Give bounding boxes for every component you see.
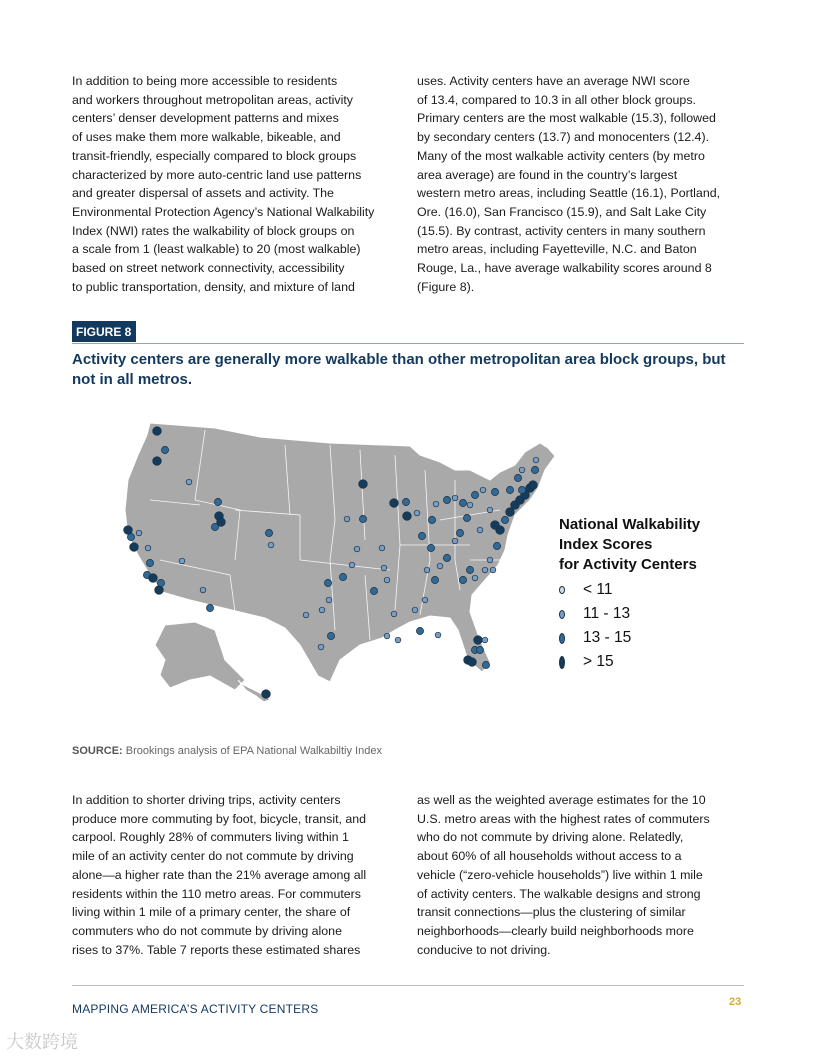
legend-swatch — [559, 633, 575, 644]
activity-center-marker — [443, 496, 450, 503]
activity-center-marker — [482, 637, 488, 643]
activity-center-marker — [422, 597, 428, 603]
text-line: based on street network connectivity, accessibility — [72, 261, 345, 276]
activity-center-marker — [433, 501, 439, 507]
text-line: mile of an activity center do not commute by driving — [72, 849, 354, 864]
figure-source — [72, 745, 382, 757]
legend-swatch — [559, 586, 575, 594]
activity-center-marker — [354, 546, 360, 552]
activity-center-marker — [214, 498, 221, 505]
text-line: transit-friendly, especially compared to block groups — [72, 148, 357, 163]
activity-center-marker — [326, 597, 332, 603]
legend-swatch — [559, 610, 575, 619]
activity-center-marker — [487, 557, 493, 563]
page-number: 23 — [729, 996, 742, 1008]
activity-center-marker — [395, 637, 401, 643]
activity-center-marker — [390, 499, 399, 508]
text-line: carpool. Roughly 28% of commuters living within 1 — [72, 830, 349, 845]
text-line: Many of the most walkable activity centers (by metro — [417, 148, 705, 163]
activity-center-marker — [155, 586, 164, 595]
activity-center-marker — [186, 479, 192, 485]
activity-center-marker — [468, 658, 477, 667]
activity-center-marker — [318, 644, 324, 650]
legend-title — [559, 515, 739, 575]
activity-center-marker — [179, 558, 185, 564]
activity-center-marker — [149, 574, 158, 583]
circle-marker-icon — [559, 586, 565, 594]
body-bottom-right — [417, 791, 710, 959]
alaska-shape — [155, 622, 245, 690]
activity-center-marker — [474, 636, 483, 645]
activity-center-marker — [466, 566, 473, 573]
activity-center-marker — [265, 529, 272, 536]
legend-title-line: Index Scores — [559, 536, 653, 553]
activity-center-marker — [153, 457, 162, 466]
activity-center-marker — [477, 527, 483, 533]
body-bottom-left — [72, 791, 366, 959]
text-line: alone—a higher rate than the 21% average among all — [72, 867, 367, 882]
activity-center-marker — [416, 627, 423, 634]
body-top-right — [417, 72, 720, 296]
text-line: metro areas, including Fayetteville, N.C. and Baton — [417, 242, 697, 257]
circle-marker-icon — [559, 610, 565, 619]
activity-center-marker — [359, 480, 368, 489]
text-line: residents within the 110 metro areas. For commuters — [72, 886, 362, 901]
activity-center-marker — [491, 521, 500, 530]
text-line: of activity centers. The walkable designs and strong — [417, 886, 701, 901]
source-label: SOURCE: — [72, 745, 123, 757]
circle-marker-icon — [559, 633, 565, 644]
text-line: transit connections—plus the clustering of similar — [417, 905, 686, 920]
activity-center-marker — [200, 587, 206, 593]
text-line: Ore. (16.0), San Francisco (15.9), and Salt Lake City — [417, 204, 707, 219]
legend-label: 13 - 15 — [583, 629, 632, 646]
text-line: and workers throughout metropolitan areas, activity — [72, 92, 353, 107]
activity-center-marker — [327, 632, 334, 639]
activity-center-marker — [467, 502, 473, 508]
activity-center-marker — [456, 529, 463, 536]
activity-center-marker — [424, 567, 430, 573]
activity-center-marker — [482, 661, 489, 668]
text-line: In addition to being more accessible to residents — [72, 74, 338, 88]
activity-center-marker — [370, 587, 377, 594]
text-line: by secondary centers (13.7) and monocenters (12.4). — [417, 130, 710, 145]
text-line: rises to 37%. Table 7 reports these estimated shares — [72, 942, 361, 957]
activity-center-marker — [127, 533, 134, 540]
activity-center-marker — [145, 545, 151, 551]
text-line: vehicle (“zero-vehicle households”) live within 1 mile — [417, 867, 703, 882]
footer-divider — [72, 985, 744, 986]
activity-center-marker — [428, 516, 435, 523]
activity-center-marker — [381, 565, 387, 571]
legend-label: < 11 — [583, 581, 613, 598]
text-line: living within 1 mile of a primary center, the share of — [72, 905, 351, 920]
activity-center-marker — [501, 516, 508, 523]
legend-label: > 15 — [583, 653, 614, 670]
text-line: western metro areas, including Seattle (16.1), Portland, — [417, 186, 721, 201]
text-line: produce more commuting by foot, bicycle, transit, and — [72, 811, 367, 826]
activity-center-marker — [493, 542, 500, 549]
activity-center-marker — [412, 607, 418, 613]
activity-center-marker — [518, 486, 525, 493]
legend-title-line: National Walkability — [559, 516, 701, 533]
map-legend — [559, 515, 739, 674]
activity-center-marker — [519, 467, 525, 473]
legend-item — [559, 578, 739, 602]
activity-center-marker — [452, 495, 458, 501]
activity-center-marker — [403, 512, 412, 521]
watermark: 大数跨境 — [6, 1032, 78, 1052]
activity-center-marker — [443, 554, 450, 561]
text-line: U.S. metro areas with the highest rates of commuters — [417, 811, 710, 826]
activity-center-marker — [402, 498, 409, 505]
activity-center-marker — [506, 486, 513, 493]
text-line: centers’ denser development patterns and mixes — [72, 111, 339, 126]
activity-center-marker — [435, 632, 441, 638]
activity-center-marker — [472, 575, 478, 581]
text-line: of 13.4, compared to 10.3 in all other block groups. — [417, 92, 696, 107]
activity-center-marker — [124, 526, 133, 535]
activity-center-marker — [130, 543, 139, 552]
activity-center-marker — [136, 530, 142, 536]
source-text: Brookings analysis of EPA National Walkabiltiy Index — [122, 745, 382, 757]
activity-center-marker — [349, 562, 355, 568]
activity-center-marker — [359, 515, 366, 522]
activity-center-marker — [344, 516, 350, 522]
activity-center-marker — [463, 514, 470, 521]
activity-center-marker — [268, 542, 274, 548]
activity-center-marker — [431, 576, 438, 583]
text-line: area average) are found in the country’s largest — [417, 167, 678, 182]
activity-center-marker — [262, 690, 271, 699]
text-line: neighborhoods—clearly build neighborhoods more — [417, 923, 694, 938]
activity-center-marker — [529, 481, 538, 490]
figure-title: Activity centers are generally more walkable than other metropolitan area block groups, but not in all metros. — [72, 351, 726, 388]
activity-center-marker — [476, 646, 483, 653]
legend-item — [559, 626, 739, 650]
footer-title: MAPPING AMERICA’S ACTIVITY CENTERS — [72, 1002, 319, 1016]
activity-center-marker — [514, 474, 521, 481]
activity-center-marker — [211, 523, 218, 530]
text-line: Index (NWI) rates the walkability of block groups on — [72, 223, 355, 238]
text-line: commuters who do not commute by driving alone — [72, 923, 342, 938]
us-walkability-map — [110, 410, 570, 710]
text-line: characterized by more auto-centric land use patterns — [72, 167, 362, 182]
activity-center-marker — [487, 507, 493, 513]
text-line: conducive to not driving. — [417, 942, 551, 957]
activity-center-marker — [384, 577, 390, 583]
activity-center-marker — [459, 576, 466, 583]
activity-center-marker — [206, 604, 213, 611]
activity-center-marker — [471, 491, 478, 498]
text-line: of uses make them more walkable, bikeable, and — [72, 130, 341, 145]
activity-center-marker — [414, 510, 420, 516]
text-line: Environmental Protection Agency’s National Walkability — [72, 204, 375, 219]
activity-center-marker — [153, 427, 162, 436]
text-line: as well as the weighted average estimates for the 10 — [417, 793, 706, 807]
text-line: Rouge, La., have average walkability scores around 8 — [417, 261, 712, 276]
legend-title-line: for Activity Centers — [559, 556, 697, 573]
activity-center-marker — [491, 488, 498, 495]
body-top-left — [72, 72, 374, 296]
figure-divider — [72, 343, 744, 344]
activity-center-marker — [437, 563, 443, 569]
activity-center-marker — [531, 466, 538, 473]
text-line: Primary centers are the most walkable (15.3), followed — [417, 111, 716, 126]
text-line: a scale from 1 (least walkable) to 20 (most walkable) — [72, 242, 361, 257]
activity-center-marker — [384, 633, 390, 639]
activity-center-marker — [480, 487, 486, 493]
activity-center-marker — [482, 567, 488, 573]
legend-label: 11 - 13 — [583, 605, 631, 622]
legend-swatch — [559, 656, 575, 669]
activity-center-marker — [379, 545, 385, 551]
activity-center-marker — [303, 612, 309, 618]
activity-center-marker — [146, 559, 153, 566]
text-line: (Figure 8). — [417, 279, 475, 294]
activity-center-marker — [459, 499, 466, 506]
text-line: In addition to shorter driving trips, activity centers — [72, 793, 341, 807]
circle-marker-icon — [559, 656, 565, 669]
text-line: (15.5). By contrast, activity centers in many southern — [417, 223, 706, 238]
text-line: who do not commute by driving alone. Relatedly, — [417, 830, 684, 845]
activity-center-marker — [391, 611, 397, 617]
legend-item — [559, 602, 739, 626]
activity-center-marker — [418, 532, 425, 539]
text-line: and greater dispersal of assets and activity. The — [72, 186, 334, 201]
text-line: about 60% of all households without access to a — [417, 849, 682, 864]
text-line: uses. Activity centers have an average NWI score — [417, 74, 690, 88]
activity-center-marker — [319, 607, 325, 613]
legend-item — [559, 650, 739, 674]
figure-label: FIGURE 8 — [72, 321, 136, 342]
activity-center-marker — [157, 579, 164, 586]
activity-center-marker — [427, 544, 434, 551]
activity-center-marker — [324, 579, 331, 586]
activity-center-marker — [490, 567, 496, 573]
activity-center-marker — [533, 457, 539, 463]
activity-center-marker — [339, 573, 346, 580]
activity-center-marker — [161, 446, 168, 453]
activity-center-marker — [452, 538, 458, 544]
text-line: to public transportation, density, and mixture of land — [72, 279, 355, 294]
